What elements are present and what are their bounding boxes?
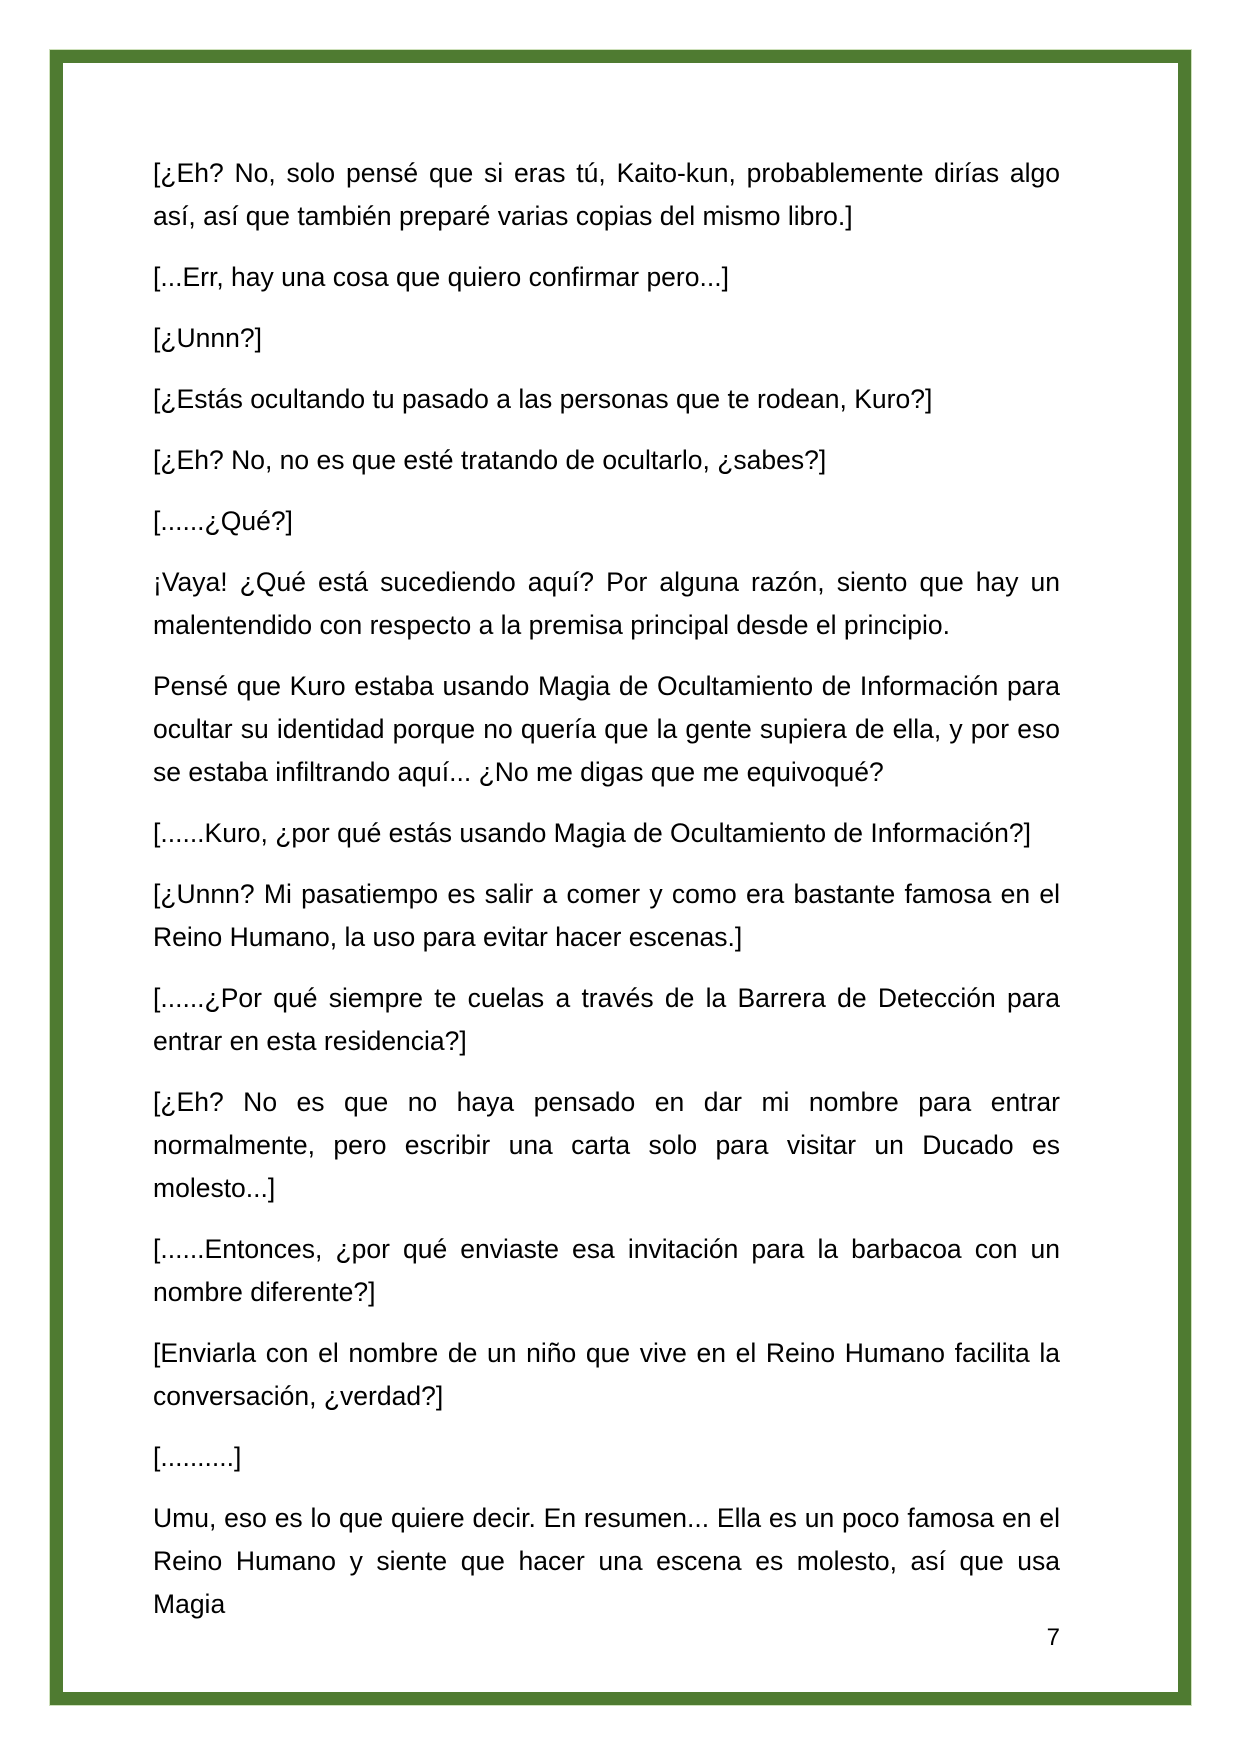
paragraph: [......Entonces, ¿por qué enviaste esa invitación para la barbacoa con un nombre diferente?] [153,1234,1060,1307]
page-text-body [153,152,1060,1644]
paragraph: [¿Unnn?] [153,323,263,353]
paragraph: [¿Estás ocultando tu pasado a las personas que te rodean, Kuro?] [153,384,933,414]
paragraph: Pensé que Kuro estaba usando Magia de Ocultamiento de Información para ocultar su identidad porque no quería que la gente supiera de ella, y por eso se estaba infiltrando aquí... ¿No me digas que me equivoqué? [153,671,1060,787]
paragraph: [......¿Por qué siempre te cuelas a través de la Barrera de Detección para entrar en esta residencia?] [153,983,1060,1056]
page-number: 7 [1046,1624,1060,1651]
paragraph: [¿Unnn? Mi pasatiempo es salir a comer y como era bastante famosa en el Reino Humano, la uso para evitar hacer escenas.] [153,879,1060,952]
paragraph: [..........] [153,1442,242,1472]
paragraph: [¿Eh? No, no es que esté tratando de ocultarlo, ¿sabes?] [153,445,827,475]
paragraph: [Enviarla con el nombre de un niño que vive en el Reino Humano facilita la conversación, ¿verdad?] [153,1338,1060,1411]
paragraph: [...Err, hay una cosa que quiero confirmar pero...] [153,262,729,292]
paragraph: [¿Eh? No es que no haya pensado en dar mi nombre para entrar normalmente, pero escribir una carta solo para visitar un Ducado es molesto...] [153,1087,1060,1203]
paragraph: [......Kuro, ¿por qué estás usando Magia de Ocultamiento de Información?] [153,818,1031,848]
paragraph: [......¿Qué?] [153,506,293,536]
paragraph: ¡Vaya! ¿Qué está sucediendo aquí? Por alguna razón, siento que hay un malentendido con respecto a la premisa principal desde el principio. [153,567,1060,640]
paragraph: [¿Eh? No, solo pensé que si eras tú, Kaito-kun, probablemente dirías algo así, así que también preparé varias copias del mismo libro.] [153,158,1060,231]
paragraph: Umu, eso es lo que quiere decir. En resumen... Ella es un poco famosa en el Reino Humano y siente que hacer una escena es molesto, así que usa Magia [153,1503,1060,1619]
